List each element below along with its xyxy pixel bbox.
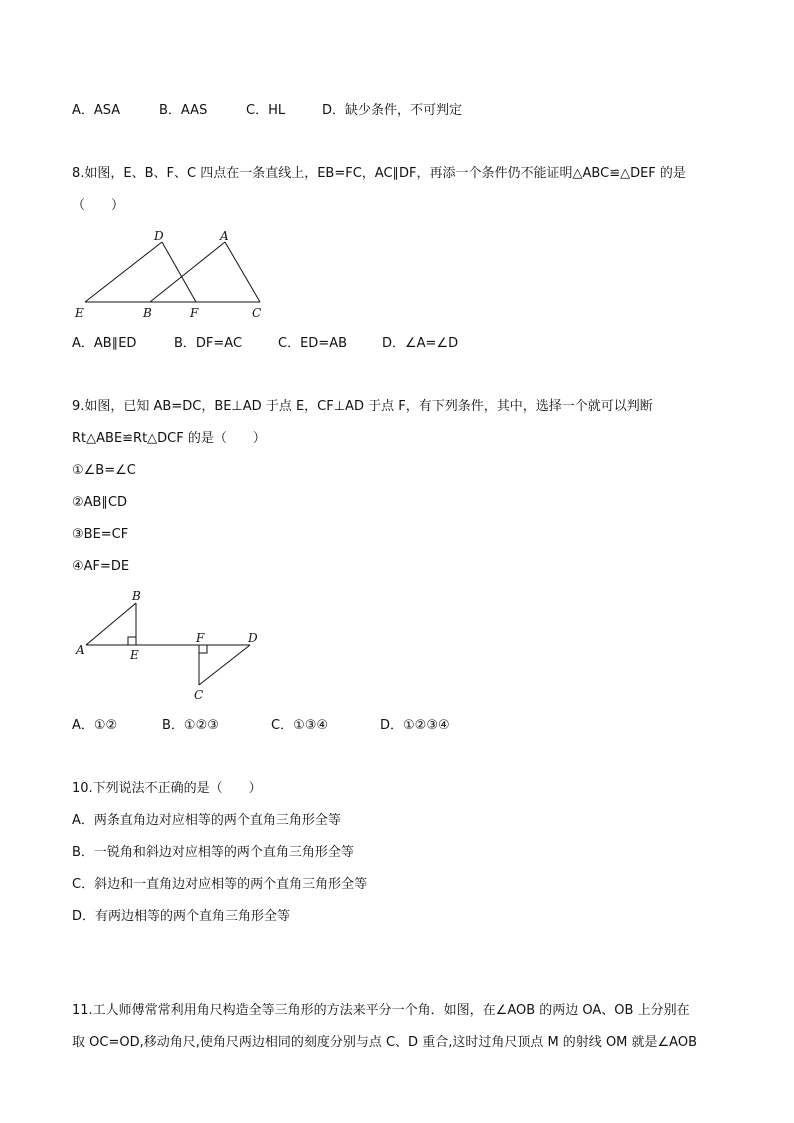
q8-option-d: D．∠A=∠D bbox=[382, 336, 459, 351]
q10-option-a: A．两条直角边对应相等的两个直角三角形全等 bbox=[72, 813, 341, 828]
q8-label-e: E bbox=[75, 306, 84, 320]
q9-label-b: B bbox=[132, 589, 141, 603]
q7-option-c: C．HL bbox=[246, 103, 286, 118]
q9-condition-4: ④AF=DE bbox=[72, 559, 130, 574]
q7-option-d: D．缺少条件，不可判定 bbox=[322, 103, 463, 118]
q8-seg-df bbox=[162, 242, 196, 302]
q10-option-b: B．一锐角和斜边对应相等的两个直角三角形全等 bbox=[72, 845, 354, 860]
q8-label-c: C bbox=[252, 306, 262, 320]
q9-condition-2: ②AB∥CD bbox=[72, 495, 128, 510]
q8-stem: 8.如图，E、B、F、C 四点在一条直线上，EB=FC，AC∥DF，再添一个条件仍不能证明△ABC≌△DEF 的是 bbox=[72, 166, 686, 181]
q8-figure bbox=[70, 225, 280, 325]
q9-option-a: A．①② bbox=[72, 718, 118, 733]
q9-options bbox=[72, 717, 450, 735]
q9-label-d: D bbox=[248, 631, 258, 645]
q8-options bbox=[72, 335, 458, 353]
q11-stem-line1: 11.工人师傅常常利用角尺构造全等三角形的方法来平分一个角．如图，在∠AOB 的两边 OA、OB 上分别在 bbox=[72, 1003, 690, 1018]
q9-condition-3: ③BE=CF bbox=[72, 527, 129, 542]
q10-option-d: D．有两边相等的两个直角三角形全等 bbox=[72, 909, 291, 924]
q8-option-b: B．DF=AC bbox=[174, 336, 243, 351]
q8-label-f: F bbox=[190, 306, 199, 320]
q9-stem-line1: 9.如图，已知 AB=DC，BE⊥AD 于点 E，CF⊥AD 于点 F，有下列条件，其中，选择一个就可以判断 bbox=[72, 399, 653, 414]
q8-seg-ed bbox=[85, 242, 162, 302]
q7-option-a: A．ASA bbox=[72, 103, 121, 118]
q8-seg-ac bbox=[225, 242, 260, 302]
q8-paren: （ ） bbox=[72, 198, 125, 213]
q9-option-c: C．①③④ bbox=[271, 718, 329, 733]
q8-option-a: A．AB∥ED bbox=[72, 336, 137, 351]
q8-option-c: C．ED=AB bbox=[278, 336, 348, 351]
q7-option-b: B．AAS bbox=[159, 103, 208, 118]
q8-label-d: D bbox=[154, 229, 164, 243]
q9-option-b: B．①②③ bbox=[162, 718, 219, 733]
q11-stem-line2: 取 OC=OD,移动角尺,使角尺两边相同的刻度分别与点 C、D 重合,这时过角尺顶点 M 的射线 OM 就是∠AOB bbox=[72, 1035, 697, 1050]
q7-options bbox=[72, 102, 462, 120]
q8-label-a: A bbox=[220, 229, 229, 243]
q9-label-c: C bbox=[194, 688, 204, 702]
q9-figure bbox=[70, 585, 270, 705]
q10-option-c: C．斜边和一直角边对应相等的两个直角三角形全等 bbox=[72, 877, 368, 892]
q10-stem: 10.下列说法不正确的是（ ） bbox=[72, 781, 262, 796]
q9-right-angle-e bbox=[128, 637, 136, 645]
q9-label-a: A bbox=[76, 643, 85, 657]
q9-stem-line2: Rt△ABE≌Rt△DCF 的是（ ） bbox=[72, 431, 266, 446]
q9-label-f: F bbox=[196, 631, 205, 645]
q8-seg-ba bbox=[150, 242, 225, 302]
q9-option-d: D．①②③④ bbox=[380, 718, 450, 733]
q9-right-angle-f bbox=[199, 645, 207, 653]
q9-condition-1: ①∠B=∠C bbox=[72, 463, 136, 478]
q8-label-b: B bbox=[143, 306, 152, 320]
q9-label-e: E bbox=[130, 648, 139, 662]
